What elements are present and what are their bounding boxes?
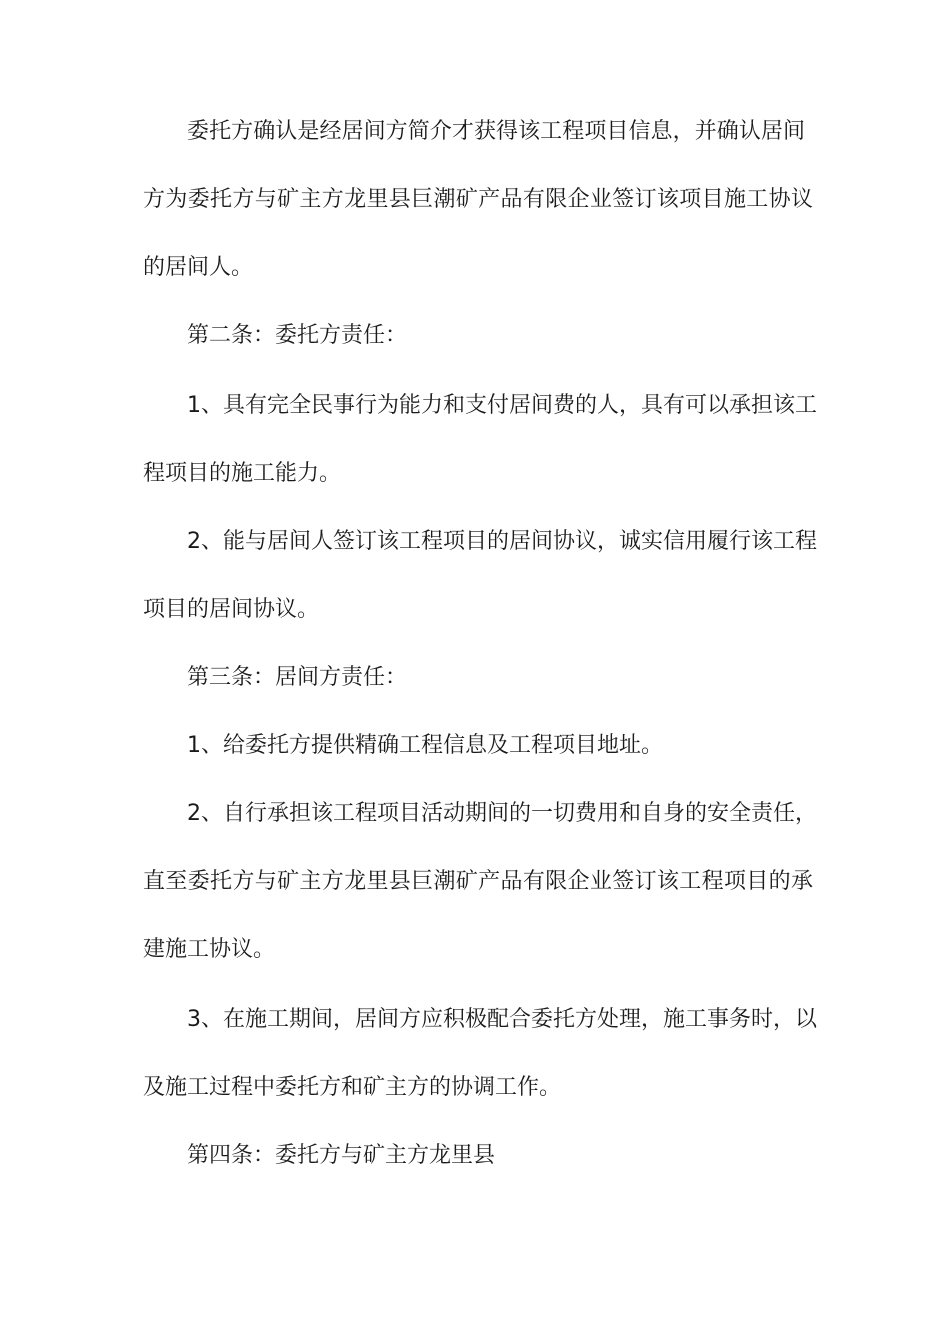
paragraph-line: 直至委托方与矿主方龙里县巨潮矿产品有限企业签订该工程项目的承 — [143, 869, 813, 894]
section-heading: 第二条：委托方责任： — [187, 323, 408, 348]
paragraph-line: 的居间人。 — [143, 255, 254, 280]
paragraph-line: 建施工协议。 — [143, 937, 276, 962]
paragraph-line: 2、能与居间人签订该工程项目的居间协议，诚实信用履行该工程 — [187, 529, 817, 554]
section-heading: 第三条：居间方责任： — [187, 665, 408, 690]
paragraph-line: 程项目的施工能力。 — [143, 461, 342, 486]
paragraph-line: 方为委托方与矿主方龙里县巨潮矿产品有限企业签订该项目施工协议 — [143, 187, 813, 212]
paragraph-line: 1、给委托方提供精确工程信息及工程项目地址。 — [187, 733, 663, 758]
paragraph-line: 项目的居间协议。 — [143, 597, 320, 622]
section-heading: 第四条：委托方与矿主方龙里县 — [187, 1143, 496, 1168]
paragraph-line: 及施工过程中委托方和矿主方的协调工作。 — [143, 1075, 562, 1100]
paragraph-line: 3、在施工期间，居间方应积极配合委托方处理，施工事务时，以 — [187, 1007, 817, 1032]
paragraph-line: 委托方确认是经居间方简介才获得该工程项目信息，并确认居间 — [187, 119, 805, 144]
paragraph-line: 2、自行承担该工程项目活动期间的一切费用和自身的安全责任， — [187, 801, 817, 826]
paragraph-line: 1、具有完全民事行为能力和支付居间费的人，具有可以承担该工 — [187, 393, 817, 418]
